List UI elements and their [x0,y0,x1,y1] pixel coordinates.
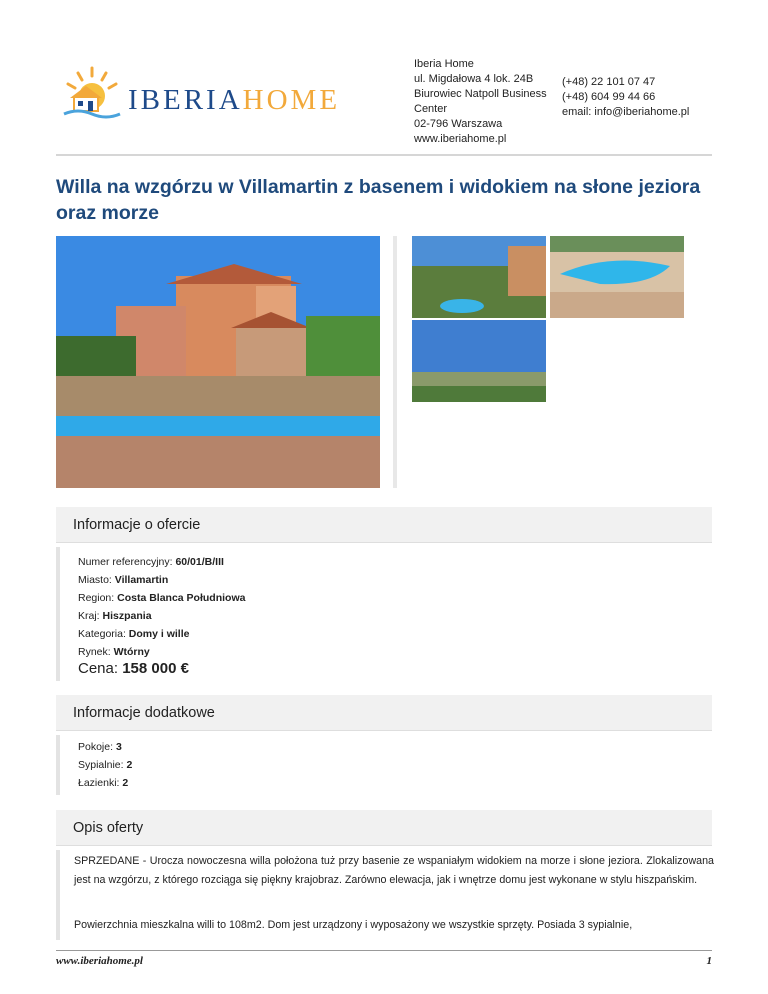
address-line: ul. Migdałowa 4 lok. 24B [414,73,534,85]
address-line: Biurowiec Natpoll Business [414,88,547,100]
footer-divider [56,950,712,951]
info-row-bedrooms: Sypialnie: 2 [78,759,133,771]
description-heading: Opis oferty [56,810,712,846]
company-contacts [562,75,722,120]
offer-info-body [56,547,712,681]
iberiahome-logo[interactable] [56,64,376,120]
logo-wordmark: IBERIAHOME [128,84,341,116]
info-row-rooms: Pokoje: 3 [78,741,122,753]
extra-info-body [56,735,712,795]
info-row-market: Rynek: Wtórny [78,646,150,658]
page-number: 1 [706,955,712,967]
photo-divider [393,236,397,488]
phone-2[interactable]: (+48) 604 99 44 66 [562,91,656,103]
info-row-bathrooms: Łazienki: 2 [78,777,129,789]
header [56,0,712,158]
listing-title: Willa na wzgórzu w Villamartin z basenem i widokiem na słone jeziora oraz morze [56,176,701,224]
company-website[interactable]: www.iberiahome.pl [414,133,507,145]
company-name: Iberia Home [414,58,474,70]
thumbnail-3[interactable] [412,320,546,402]
thumbnail-1[interactable] [412,236,546,318]
description-paragraph-1: SPRZEDANE - Urocza nowoczesna willa położona tuż przy basenie ze wspaniałym widokiem na morze i słone jeziora. Zlokalizowana jest na wzgórzu, z którego rozciąga się piękny krajobraz. Zarówno elewacja, jak i wnętrze domu jest wykonane w stylu hiszpańskim. [74,855,714,886]
header-divider [56,154,712,156]
info-row-region: Region: Costa Blanca Południowa [78,592,246,604]
footer-website[interactable]: www.iberiahome.pl [56,955,143,967]
info-row-reference: Numer referencyjny: 60/01/B/III [78,556,224,568]
address-line: 02-796 Warszawa [414,118,503,130]
description-paragraph-2: Powierzchnia mieszkalna willi to 108m2. Dom jest urządzony i wyposażony we wszystkie sprzęty. Posiada 3 sypialnie, [74,919,633,931]
info-row-city: Miasto: Villamartin [78,574,169,586]
email[interactable]: email: info@iberiahome.pl [562,106,690,118]
phone-1[interactable]: (+48) 22 101 07 47 [562,76,656,88]
thumbnail-2[interactable] [550,236,684,318]
address-line: Center [414,103,448,115]
sun-house-icon [56,64,126,120]
price: Cena: 158 000 € [78,660,189,677]
offer-info-heading: Informacje o ofercie [56,507,712,543]
extra-info-heading: Informacje dodatkowe [56,695,712,731]
info-row-category: Kategoria: Domy i wille [78,628,190,640]
info-row-country: Kraj: Hiszpania [78,610,152,622]
main-photo[interactable] [56,236,380,488]
company-address [414,57,564,147]
